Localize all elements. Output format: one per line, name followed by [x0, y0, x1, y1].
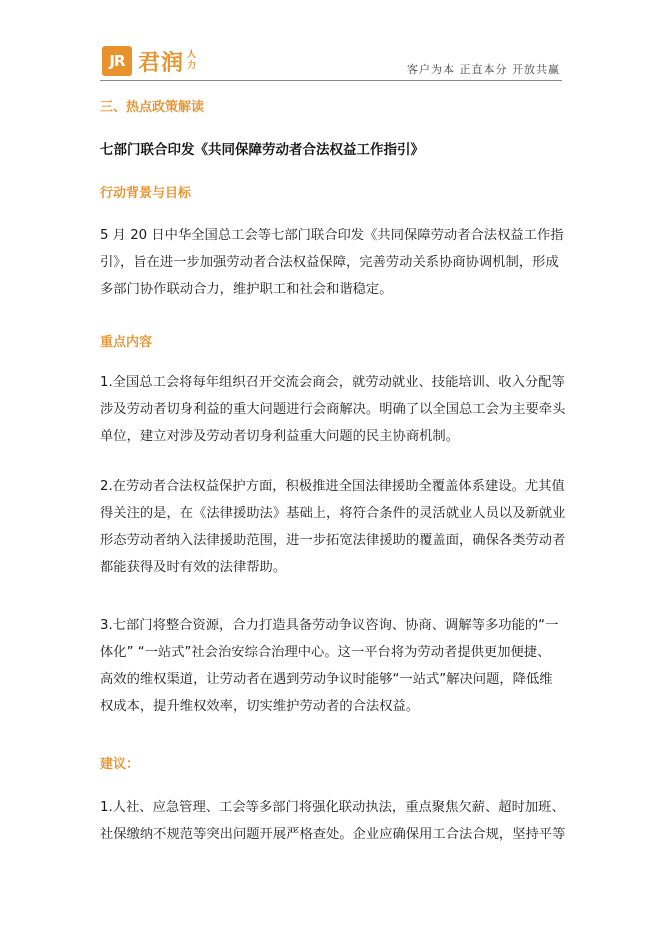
paragraph-line: 5 月 20 日中华全国总工会等七部门联合印发《共同保障劳动者合法权益工作指 [100, 228, 564, 243]
paragraph-line: 引》，旨在进一步加强劳动者合法权益保障，完善劳动关系协商协调机制，形成 [100, 255, 559, 270]
section-title: 三、热点政策解读 [100, 100, 205, 115]
advice-heading: 建议： [100, 757, 140, 772]
key-point-1 [100, 369, 566, 450]
paragraph-line: 高效的维权渠道，让劳动者在遇到劳动争议时能够“一站式”解决问题，降低维 [100, 672, 553, 687]
background-paragraph [100, 222, 562, 303]
advice-paragraph [100, 794, 566, 848]
logo-sub [187, 50, 196, 72]
background-heading: 行动背景与目标 [100, 186, 192, 201]
paragraph-line: 3.七部门将整合资源，合力打造具备劳动争议咨询、协商、调解等多功能的“一 [100, 618, 559, 633]
logo-sub-1: 人 [187, 50, 197, 60]
paragraph-line: 权成本，提升维权效率，切实维护劳动者的合法权益。 [100, 699, 420, 714]
paragraph-line: 1.人社、应急管理、工会等多部门将强化联动执法，重点聚焦欠薪、超时加班、 [100, 800, 565, 815]
article-title: 七部门联合印发《共同保障劳动者合法权益工作指引》 [100, 142, 424, 158]
page-header [100, 44, 562, 81]
paragraph-line: 涉及劳动者切身利益的重大问题进行会商解决。明确了以全国总工会为主要牵头 [100, 402, 566, 417]
paragraph-line: 得关注的是，在《法律援助法》基础上，将符合条件的灵活就业人员以及新就业 [100, 506, 566, 521]
paragraph-line: 多部门协作联动合力，维护职工和社会和谐稳定。 [100, 282, 393, 297]
paragraph-line: 2.在劳动者合法权益保护方面，积极推进全国法律援助全覆盖体系建设。尤其值 [100, 479, 565, 494]
key-point-3 [100, 612, 562, 720]
paragraph-line: 都能获得及时有效的法律帮助。 [100, 560, 287, 575]
logo-sub-2: 力 [187, 61, 197, 71]
paragraph-line: 单位，建立对涉及劳动者切身利益重大问题的民主协商机制。 [100, 429, 460, 444]
paragraph-line: 形态劳动者纳入法律援助范围，进一步拓宽法律援助的覆盖面，确保各类劳动者 [100, 533, 566, 548]
logo-mark-icon: JR [102, 46, 132, 76]
company-logo [102, 46, 196, 76]
logo-name: 君润 [138, 50, 185, 76]
key-point-2 [100, 473, 566, 581]
paragraph-line: 体化” “一站式”社会治安综合治理中心。这一平台将为劳动者提供更加便捷、 [100, 645, 551, 660]
paragraph-line: 社保缴纳不规范等突出问题开展严格查处。企业应确保用工合法合规，坚持平等 [100, 827, 566, 842]
header-slogan: 客户为本 正直本分 开放共赢 [407, 63, 560, 76]
key-points-heading: 重点内容 [100, 335, 153, 350]
paragraph-line: 1.全国总工会将每年组织召开交流会商会，就劳动就业、技能培训、收入分配等 [100, 375, 565, 390]
